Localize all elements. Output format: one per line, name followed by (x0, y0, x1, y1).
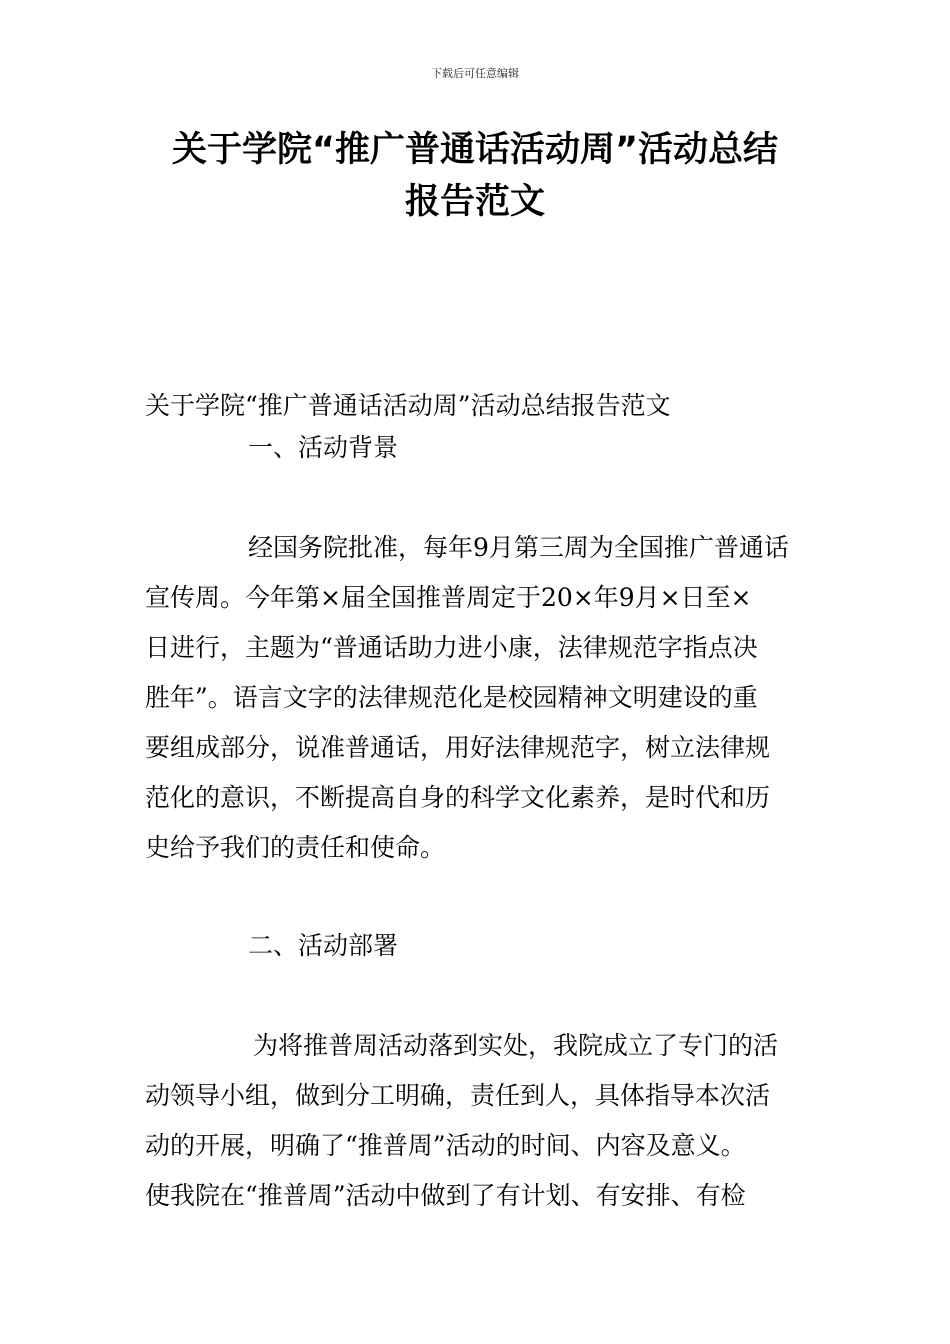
title-line-2: 报告范文 (404, 182, 545, 222)
document-subtitle: 关于学院“推广普通话活动周”活动总结报告范文 (145, 391, 671, 420)
header-note: 下载后可任意编辑 (431, 67, 519, 80)
paragraph-line: 动领导小组，做到分工明确，责任到人，具体指导本次活 (145, 1081, 771, 1110)
paragraph-line: 动的开展，明确了“推普周”活动的时间、内容及意义。 (145, 1131, 746, 1160)
paragraph-line: 要组成部分，说准普通话，用好法律规范字，树立法律规 (145, 733, 771, 762)
paragraph-deployment (145, 1021, 810, 1221)
paragraph-line: 范化的意识，不断提高自身的科学文化素养，是时代和历 (145, 783, 771, 812)
paragraph-line: 史给予我们的责任和使命。 (145, 833, 446, 862)
paragraph-line: 宣传周。今年第×届全国推普周定于20×年9月×日至× (145, 583, 752, 612)
paragraph-line: 日进行，主题为“普通话助力进小康，法律规范字指点决 (145, 633, 758, 662)
section-heading-deployment: 二、活动部署 (248, 931, 399, 960)
title-line-1: 关于学院“推广普通话活动周”活动总结 (171, 130, 778, 170)
paragraph-line: 经国务院批准，每年9月第三周为全国推广普通话 (248, 533, 789, 562)
paragraph-line: 胜年”。语言文字的法律规范化是校园精神文明建设的重 (145, 683, 758, 712)
paragraph-background (145, 523, 810, 873)
document-title (120, 124, 830, 228)
section-heading-background: 一、活动背景 (248, 433, 399, 462)
paragraph-line: 使我院在“推普周”活动中做到了有计划、有安排、有检 (145, 1181, 746, 1210)
paragraph-line: 为将推普周活动落到实处，我院成立了专门的活 (253, 1031, 779, 1060)
